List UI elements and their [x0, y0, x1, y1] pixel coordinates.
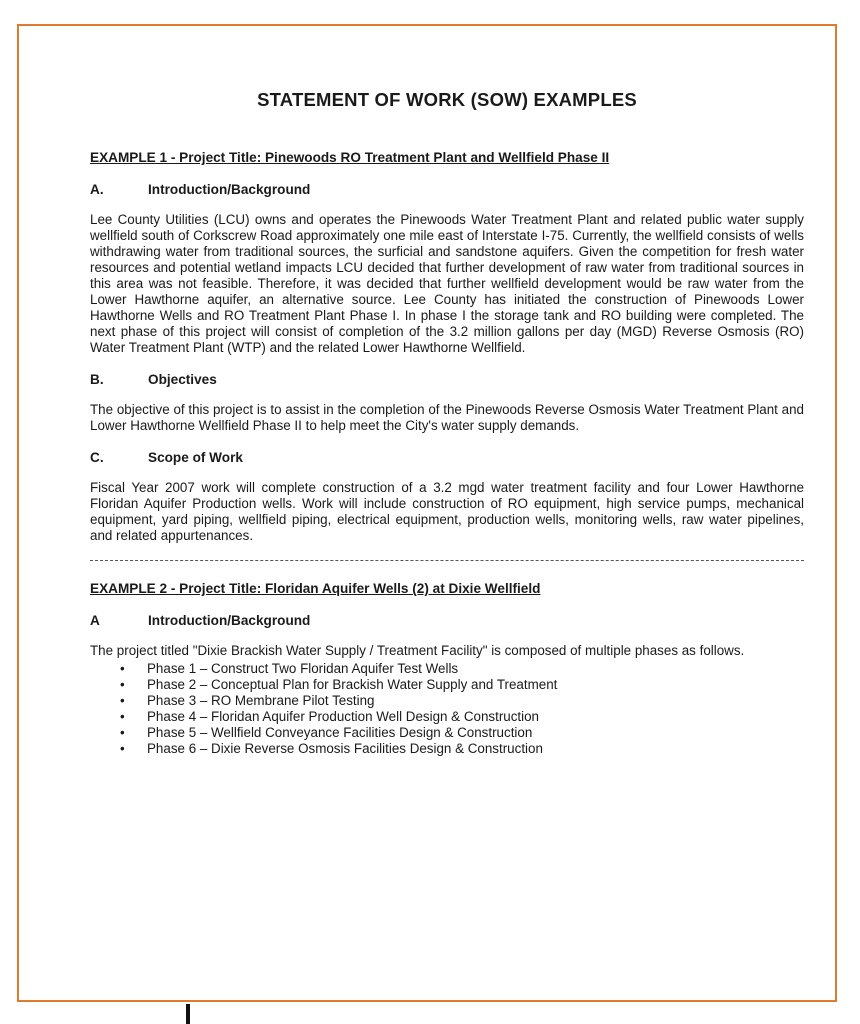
section-letter: B. — [90, 372, 104, 387]
list-item — [90, 741, 804, 757]
section-heading-text: Objectives — [148, 372, 217, 387]
section-heading-text: Introduction/Background — [148, 182, 311, 197]
text-cursor-mark — [186, 1004, 190, 1024]
list-item — [90, 709, 804, 725]
list-item — [90, 661, 804, 677]
phase-text: Phase 6 – Dixie Reverse Osmosis Facilities Design & Construction — [147, 741, 543, 756]
example-2-title: EXAMPLE 2 - Project Title: Floridan Aquifer Wells (2) at Dixie Wellfield — [90, 581, 541, 596]
phase-text: Phase 2 – Conceptual Plan for Brackish Water Supply and Treatment — [147, 677, 558, 692]
list-item — [90, 725, 804, 741]
bullet-icon: • — [120, 677, 125, 692]
phase-text: Phase 5 – Wellfield Conveyance Facilities Design & Construction — [147, 725, 533, 740]
section-letter: C. — [90, 450, 104, 465]
list-item — [90, 693, 804, 709]
section-heading-text: Scope of Work — [148, 450, 243, 465]
document-title: STATEMENT OF WORK (SOW) EXAMPLES — [257, 89, 637, 110]
bullet-icon: • — [120, 725, 125, 740]
phase-text: Phase 1 – Construct Two Floridan Aquifer Test Wells — [147, 661, 459, 676]
bullet-icon: • — [120, 741, 125, 756]
section-letter: A — [90, 613, 100, 628]
example-1-section-b-heading — [90, 372, 804, 388]
section-heading-text: Introduction/Background — [148, 613, 311, 628]
example-2-background-paragraph: The project titled "Dixie Brackish Water Supply / Treatment Facility" is composed of multiple phases as follows. — [90, 643, 745, 658]
phase-list — [90, 661, 804, 757]
phase-text: Phase 4 – Floridan Aquifer Production Well Design & Construction — [147, 709, 540, 724]
bullet-icon: • — [120, 661, 125, 676]
example-1-section-a-heading — [90, 182, 804, 198]
example-1-objectives-paragraph: The objective of this project is to assist in the completion of the Pinewoods Reverse Osmosis Water Treatment Plant and Lower Hawthorne Wellfield Phase II to help meet the City's water supply demands. — [90, 402, 804, 433]
example-2-section-a-heading — [90, 613, 804, 629]
document-content — [90, 88, 804, 757]
bullet-icon: • — [120, 693, 125, 708]
dashed-divider — [90, 560, 804, 561]
document-page — [17, 24, 837, 1002]
example-1-section-c-heading — [90, 450, 804, 466]
bullet-icon: • — [120, 709, 125, 724]
example-1-title: EXAMPLE 1 - Project Title: Pinewoods RO Treatment Plant and Wellfield Phase II — [90, 150, 610, 165]
example-1-scope-paragraph: Fiscal Year 2007 work will complete construction of a 3.2 mgd water treatment facility and four Lower Hawthorne Floridan Aquifer Production wells. Work will include construction of RO equipment, high service pumps, mechanical equipment, yard piping, wellfield piping, electrical equipment, production wells, monitoring wells, raw water pipelines, and related appurtenances. — [90, 480, 804, 543]
list-item — [90, 677, 804, 693]
example-1-background-paragraph: Lee County Utilities (LCU) owns and operates the Pinewoods Water Treatment Plant and related public water supply wellfield south of Corkscrew Road approximately one mile east of Interstate I-75. Currently, the wellfield consists of wells withdrawing water from traditional sources, the surficial and sandstone aquifers. Given the competition for fresh water resources and potential wetland impacts LCU decided that further development of raw water from traditional sources in this area was not feasible. Therefore, it was decided that further wellfield development would be raw water from the Lower Hawthorne aquifer, an alternative source. Lee County has initiated the construction of Pinewoods Lower Hawthorne Wells and RO Treatment Plant Phase I. In phase I the storage tank and RO building were completed. The next phase of this project will consist of completion of the 3.2 million gallons per day (MGD) Reverse Osmosis (RO) Water Treatment Plant (WTP) and the related Lower Hawthorne Wellfield. — [90, 212, 804, 355]
section-letter: A. — [90, 182, 104, 197]
phase-text: Phase 3 – RO Membrane Pilot Testing — [147, 693, 375, 708]
